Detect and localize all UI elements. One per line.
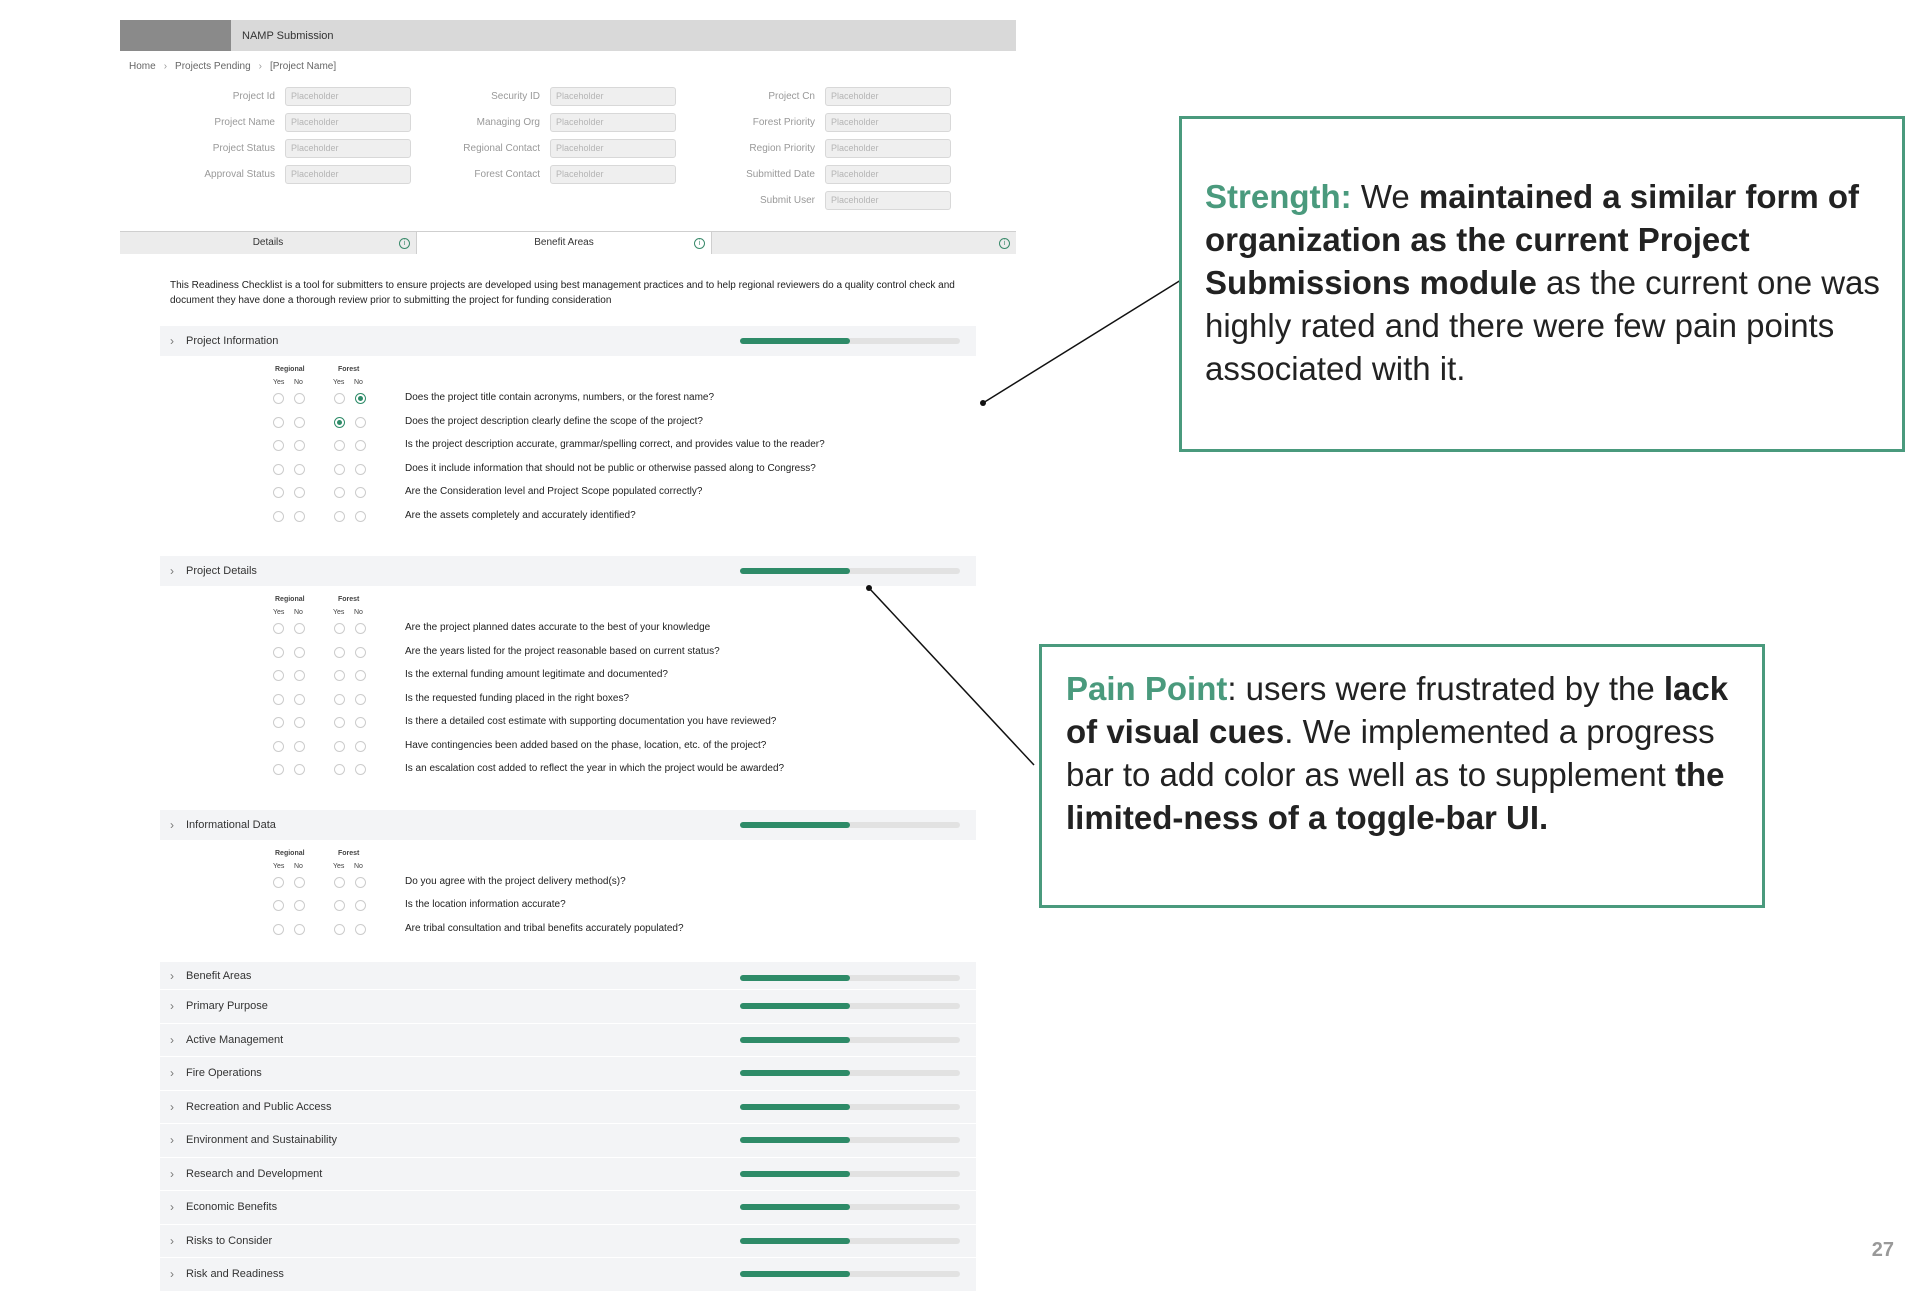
progress-bar: [740, 1271, 960, 1277]
field-label: Managing Org: [476, 116, 540, 128]
question-text: Is the external funding amount legitimate and documented?: [405, 669, 668, 680]
field-input[interactable]: Placeholder: [825, 87, 951, 106]
field-input[interactable]: Placeholder: [550, 165, 676, 184]
column-header-regional: Regional: [275, 849, 305, 857]
chevron-right-icon[interactable]: ›: [170, 1066, 174, 1081]
column-header-regional: Regional: [275, 366, 305, 373]
column-header-no: No: [354, 862, 363, 870]
section-title: Economic Benefits: [186, 1201, 278, 1214]
chevron-right-icon[interactable]: ›: [170, 564, 174, 578]
section-title: Recreation and Public Access: [186, 1100, 332, 1113]
strength-text-1: We: [1351, 178, 1419, 215]
question-text: Are the assets completely and accurately identified?: [405, 509, 636, 521]
question-text: Are the years listed for the project reasonable based on current status?: [405, 645, 720, 657]
strength-text-2: as the current one was highly rated and there were few pain points associated with it.: [1205, 264, 1880, 387]
tab-benefit-areas-label: Benefit Areas: [534, 237, 594, 248]
breadcrumb-project-name: [Project Name]: [269, 60, 337, 72]
info-icon[interactable]: i: [399, 238, 410, 249]
field-input[interactable]: Placeholder: [825, 139, 951, 158]
connector-strength-dot: [980, 400, 986, 406]
field-label: Project Name: [214, 116, 275, 128]
field-input[interactable]: Placeholder: [285, 139, 411, 158]
strength-bold-1: maintained a similar form of organization as the current Project Submissions module: [1205, 178, 1860, 301]
section-title: Primary Purpose: [186, 1000, 268, 1013]
section-title: Active Management: [186, 1033, 284, 1046]
field-label: Submit User: [759, 194, 815, 206]
section-title: Project Information: [186, 335, 279, 347]
question-text: Is the location information accurate?: [405, 899, 566, 910]
column-header-no: No: [354, 379, 363, 386]
question-text: Does the project description clearly define the scope of the project?: [405, 415, 703, 427]
chevron-right-icon[interactable]: ›: [170, 1200, 174, 1215]
question-text: Do you agree with the project delivery method(s)?: [405, 875, 626, 887]
column-header-no: No: [294, 862, 303, 870]
column-header-yes: Yes: [273, 862, 285, 870]
info-icon[interactable]: i: [694, 238, 705, 249]
chevron-right-icon[interactable]: ›: [170, 968, 174, 983]
column-header-forest: Forest: [338, 596, 360, 603]
pain-text-2: . We implemented a progress bar to add color as well as to supplement: [1066, 713, 1715, 793]
field-label: Forest Priority: [752, 116, 815, 128]
column-header-no: No: [354, 609, 363, 616]
breadcrumb-home[interactable]: Home: [129, 60, 156, 72]
question-text: Are the project planned dates accurate to the best of your knowledge: [405, 622, 711, 633]
page-number: 27: [1871, 1239, 1894, 1261]
field-input[interactable]: Placeholder: [550, 87, 676, 106]
field-label: Submitted Date: [746, 168, 815, 180]
question-text: Is the project description accurate, grammar/spelling correct, and provides value to the reader?: [405, 439, 825, 450]
field-input[interactable]: Placeholder: [825, 165, 951, 184]
column-header-yes: Yes: [333, 379, 345, 386]
section-title: Risk and Readiness: [186, 1268, 284, 1281]
section-title: Risks to Consider: [186, 1234, 273, 1247]
chevron-right-icon[interactable]: ›: [170, 1099, 174, 1114]
column-header-yes: Yes: [333, 609, 345, 616]
pain-head: Pain Point: [1066, 670, 1228, 707]
connector-pain: [869, 588, 1034, 765]
breadcrumb-projects-pending[interactable]: Projects Pending: [175, 60, 251, 72]
app-title: NAMP Submission: [242, 30, 334, 42]
checklist-intro: This Readiness Checklist is a tool for submitters to ensure projects are developed using best management practices and to help regional reviewers do a quality control check and document they have done a thorough review prior to submitting the project for funding consideration: [170, 280, 955, 306]
section-title: Fire Operations: [186, 1067, 262, 1080]
field-input[interactable]: Placeholder: [285, 165, 411, 184]
question-text: Is there a detailed cost estimate with supporting documentation you have reviewed?: [405, 716, 777, 727]
section-title: Research and Development: [186, 1167, 323, 1180]
strength-callout: [1179, 116, 1905, 452]
section-title: Benefit Areas: [186, 969, 252, 982]
field-label: Project Cn: [768, 90, 815, 102]
chevron-right-icon[interactable]: ›: [170, 1166, 174, 1181]
field-input[interactable]: Placeholder: [550, 139, 676, 158]
progress-fill: [740, 1271, 850, 1277]
field-label: Forest Contact: [474, 168, 540, 180]
connector-strength: [983, 280, 1181, 403]
field-label: Security ID: [491, 90, 540, 102]
strength-head: Strength:: [1205, 178, 1352, 215]
question-text: Does it include information that should not be public or otherwise passed along to Congress?: [405, 462, 816, 474]
chevron-right-icon[interactable]: ›: [170, 1233, 174, 1248]
column-header-no: No: [294, 609, 303, 616]
tab-details-label: Details: [252, 237, 284, 248]
connector-pain-dot: [866, 585, 872, 591]
field-label: Approval Status: [204, 168, 275, 180]
chevron-right-icon[interactable]: ›: [170, 334, 174, 348]
column-header-regional: Regional: [275, 596, 305, 603]
pain-bold-1: lack of visual cues: [1066, 670, 1729, 750]
section-title: Project Details: [186, 565, 257, 577]
pain-point-callout: [1039, 644, 1765, 908]
chevron-right-icon[interactable]: ›: [170, 999, 174, 1014]
column-header-yes: Yes: [273, 379, 285, 386]
column-header-no: No: [294, 379, 303, 386]
column-header-yes: Yes: [333, 862, 345, 870]
field-label: Project Id: [232, 90, 275, 102]
info-icon[interactable]: i: [999, 238, 1010, 249]
field-input[interactable]: Placeholder: [285, 113, 411, 132]
field-input[interactable]: Placeholder: [285, 87, 411, 106]
field-input[interactable]: Placeholder: [825, 191, 951, 210]
pain-text-1: : users were frustrated by the: [1227, 670, 1664, 707]
chevron-right-icon[interactable]: ›: [170, 1133, 174, 1148]
section-title: Informational Data: [186, 818, 276, 831]
chevron-right-icon: ›: [163, 60, 168, 72]
chevron-right-icon[interactable]: ›: [170, 817, 174, 832]
question-text: Are the Consideration level and Project Scope populated correctly?: [405, 486, 703, 497]
column-header-yes: Yes: [273, 609, 285, 616]
field-label: Regional Contact: [463, 142, 540, 154]
question-text: Have contingencies been added based on the phase, location, etc. of the project?: [405, 739, 767, 751]
column-header-forest: Forest: [338, 849, 360, 857]
chevron-right-icon[interactable]: ›: [170, 1267, 174, 1282]
chevron-right-icon: ›: [258, 60, 262, 72]
section-title: Environment and Sustainability: [186, 1134, 338, 1147]
question-text: Is the requested funding placed in the right boxes?: [405, 692, 630, 704]
field-label: Region Priority: [749, 142, 815, 154]
question-text: Does the project title contain acronyms, numbers, or the forest name?: [405, 392, 715, 403]
question-text: Are tribal consultation and tribal benefits accurately populated?: [405, 922, 684, 934]
pain-bold-2: the limited-ness of a toggle-bar UI.: [1066, 756, 1725, 836]
field-label: Project Status: [212, 142, 275, 154]
field-input[interactable]: Placeholder: [825, 113, 951, 132]
column-header-forest: Forest: [338, 366, 360, 373]
question-text: Is an escalation cost added to reflect the year in which the project would be awarded?: [405, 763, 785, 774]
chevron-right-icon[interactable]: ›: [170, 1032, 174, 1047]
field-input[interactable]: Placeholder: [550, 113, 676, 132]
